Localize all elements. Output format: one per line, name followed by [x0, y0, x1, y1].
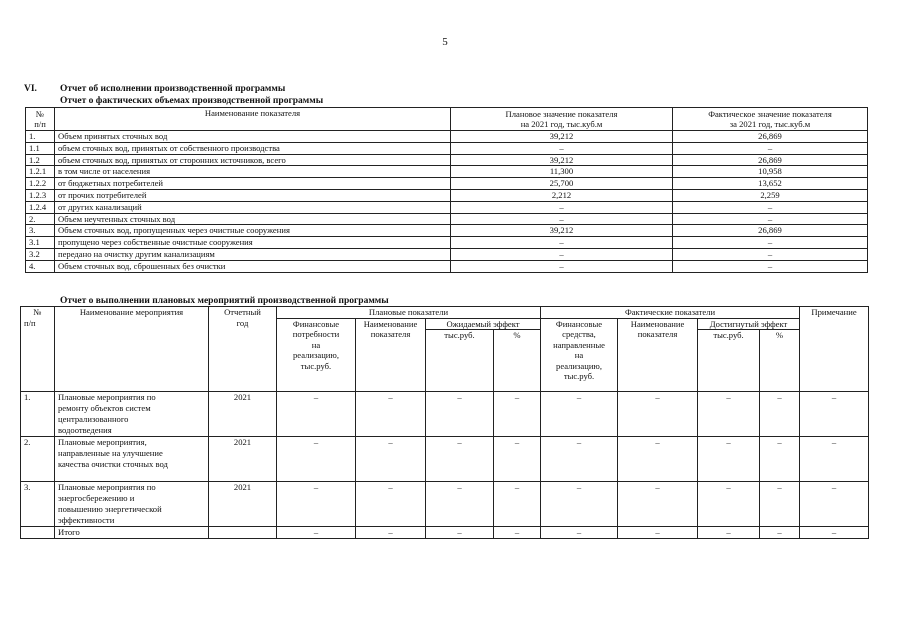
row-name: передано на очистку другим канализациям: [55, 248, 451, 260]
row-plan-value: 39,212: [451, 131, 673, 143]
table-header-row: [26, 108, 868, 131]
total-num: [21, 527, 55, 539]
table-row: [21, 437, 869, 482]
total-plan-indicator: –: [356, 527, 426, 539]
row-plan-value: 2,212: [451, 189, 673, 201]
row-note: –: [800, 482, 869, 527]
header-fact: Фактическое значение показателя за 2021 год, тыс.куб.м: [673, 108, 868, 131]
row-plan-rub: –: [426, 437, 494, 482]
row-num: 1.: [21, 392, 55, 437]
measures-table: [20, 306, 869, 539]
total-label: Итого: [55, 527, 209, 539]
row-fact-value: –: [673, 213, 868, 225]
row-plan-value: –: [451, 213, 673, 225]
header-plan-effect: Ожидаемый эффект: [426, 318, 541, 330]
row-fact-pct: –: [760, 392, 800, 437]
total-fact-fin: –: [541, 527, 618, 539]
section-number: VI.: [24, 84, 37, 94]
row-plan-indicator: –: [356, 437, 426, 482]
row-plan-fin: –: [277, 392, 356, 437]
row-plan-fin: –: [277, 437, 356, 482]
table-header-row: [21, 307, 869, 319]
total-plan-pct: –: [494, 527, 541, 539]
table-row: [26, 178, 868, 190]
row-fact-rub: –: [698, 392, 760, 437]
row-plan-pct: –: [494, 437, 541, 482]
row-num: 1.1: [26, 142, 55, 154]
header-fact-rub: тыс.руб.: [698, 330, 760, 392]
row-fact-value: –: [673, 237, 868, 249]
row-fact-fin: –: [541, 482, 618, 527]
total-plan-fin: –: [277, 527, 356, 539]
header-fact-fin: Финансовые средства, направленные на реализацию, тыс.руб.: [541, 318, 618, 392]
row-plan-pct: –: [494, 392, 541, 437]
row-num: 3.: [21, 482, 55, 527]
row-fact-pct: –: [760, 437, 800, 482]
row-num: 3.1: [26, 237, 55, 249]
row-name: в том числе от населения: [55, 166, 451, 178]
row-num: 1.2.3: [26, 189, 55, 201]
row-num: 4.: [26, 260, 55, 272]
row-name: от других канализаций: [55, 201, 451, 213]
row-plan-value: –: [451, 201, 673, 213]
row-num: 2.: [26, 213, 55, 225]
row-plan-indicator: –: [356, 482, 426, 527]
table-row: [21, 482, 869, 527]
header-plan-fin: Финансовые потребности на реализацию, тыс.руб.: [277, 318, 356, 392]
row-fact-rub: –: [698, 437, 760, 482]
table-row: [26, 142, 868, 154]
header-measure-name: Наименование мероприятия: [55, 307, 209, 392]
row-fact-value: –: [673, 248, 868, 260]
header-fact-pct: %: [760, 330, 800, 392]
row-plan-value: –: [451, 260, 673, 272]
total-fact-pct: –: [760, 527, 800, 539]
table-row: [26, 189, 868, 201]
row-plan-rub: –: [426, 482, 494, 527]
row-num: 1.2: [26, 154, 55, 166]
section-title: Отчет об исполнении производственной программы: [60, 84, 286, 94]
row-num: 1.2.4: [26, 201, 55, 213]
row-note: –: [800, 437, 869, 482]
row-fact-value: –: [673, 201, 868, 213]
header-fact-group: Фактические показатели: [541, 307, 800, 319]
row-name: от прочих потребителей: [55, 189, 451, 201]
table-row: [26, 213, 868, 225]
row-fact-value: 10,958: [673, 166, 868, 178]
volumes-table: [25, 107, 868, 273]
header-plan: Плановое значение показателя на 2021 год, тыс.куб.м: [451, 108, 673, 131]
total-fact-rub: –: [698, 527, 760, 539]
row-plan-value: 39,212: [451, 225, 673, 237]
row-plan-value: 11,300: [451, 166, 673, 178]
row-fact-indicator: –: [618, 437, 698, 482]
table-row: [26, 237, 868, 249]
row-year: 2021: [209, 392, 277, 437]
total-fact-indicator: –: [618, 527, 698, 539]
row-plan-value: –: [451, 248, 673, 260]
row-name: пропущено через собственные очистные сооружения: [55, 237, 451, 249]
row-note: –: [800, 392, 869, 437]
row-fact-value: –: [673, 260, 868, 272]
row-year: 2021: [209, 482, 277, 527]
row-plan-value: 39,212: [451, 154, 673, 166]
row-plan-value: –: [451, 237, 673, 249]
row-name: объем сточных вод, принятых от собственного производства: [55, 142, 451, 154]
row-plan-rub: –: [426, 392, 494, 437]
table1-title: Отчет о фактических объемах производственной программы: [60, 96, 324, 106]
total-plan-rub: –: [426, 527, 494, 539]
table-row: [26, 260, 868, 272]
total-year: [209, 527, 277, 539]
row-fact-fin: –: [541, 437, 618, 482]
table-row: [26, 248, 868, 260]
table2-title: Отчет о выполнении плановых мероприятий производственной программы: [60, 296, 389, 306]
row-plan-fin: –: [277, 482, 356, 527]
header-plan-rub: тыс.руб.: [426, 330, 494, 392]
header-fact-indicator: Наименование показателя: [618, 318, 698, 392]
row-name: Объем сточных вод, пропущенных через очистные сооружения: [55, 225, 451, 237]
row-fact-value: 26,869: [673, 225, 868, 237]
row-fact-value: 2,259: [673, 189, 868, 201]
row-fact-fin: –: [541, 392, 618, 437]
row-name: объем сточных вод, принятых от сторонних источников, всего: [55, 154, 451, 166]
total-note: –: [800, 527, 869, 539]
row-measure-name: Плановые мероприятия, направленные на улучшение качества очистки сточных вод: [55, 437, 209, 482]
row-measure-name: Плановые мероприятия по ремонту объектов систем централизованного водоотведения: [55, 392, 209, 437]
row-name: Объем сточных вод, сброшенных без очистки: [55, 260, 451, 272]
row-fact-value: –: [673, 142, 868, 154]
row-num: 3.: [26, 225, 55, 237]
row-year: 2021: [209, 437, 277, 482]
table-row: [26, 166, 868, 178]
table-row: [26, 225, 868, 237]
header-plan-pct: %: [494, 330, 541, 392]
header-note: Примечание: [800, 307, 869, 392]
row-plan-indicator: –: [356, 392, 426, 437]
page-number: 5: [442, 36, 448, 48]
row-plan-pct: –: [494, 482, 541, 527]
row-fact-rub: –: [698, 482, 760, 527]
table-row: [26, 131, 868, 143]
header-num: № п/п: [26, 108, 55, 131]
row-num: 1.2.2: [26, 178, 55, 190]
row-name: Объем неучтенных сточных вод: [55, 213, 451, 225]
row-fact-value: 26,869: [673, 131, 868, 143]
table-row: [26, 201, 868, 213]
row-plan-value: –: [451, 142, 673, 154]
row-name: Объем принятых сточных вод: [55, 131, 451, 143]
row-fact-indicator: –: [618, 392, 698, 437]
row-fact-pct: –: [760, 482, 800, 527]
row-fact-value: 26,869: [673, 154, 868, 166]
row-measure-name: Плановые мероприятия по энергосбережению и повышению энергетической эффективности: [55, 482, 209, 527]
row-num: 3.2: [26, 248, 55, 260]
section-heading: [24, 84, 285, 94]
header-num: № п/п: [21, 307, 55, 392]
row-plan-value: 25,700: [451, 178, 673, 190]
header-plan-group: Плановые показатели: [277, 307, 541, 319]
table-row: [26, 154, 868, 166]
total-row: [21, 527, 869, 539]
row-num: 2.: [21, 437, 55, 482]
row-name: от бюджетных потребителей: [55, 178, 451, 190]
header-year: Отчетный год: [209, 307, 277, 392]
row-fact-indicator: –: [618, 482, 698, 527]
header-name: Наименование показателя: [55, 108, 451, 131]
row-fact-value: 13,652: [673, 178, 868, 190]
row-num: 1.2.1: [26, 166, 55, 178]
header-fact-effect: Достигнутый эффект: [698, 318, 800, 330]
row-num: 1.: [26, 131, 55, 143]
header-plan-indicator: Наименование показателя: [356, 318, 426, 392]
table-row: [21, 392, 869, 437]
